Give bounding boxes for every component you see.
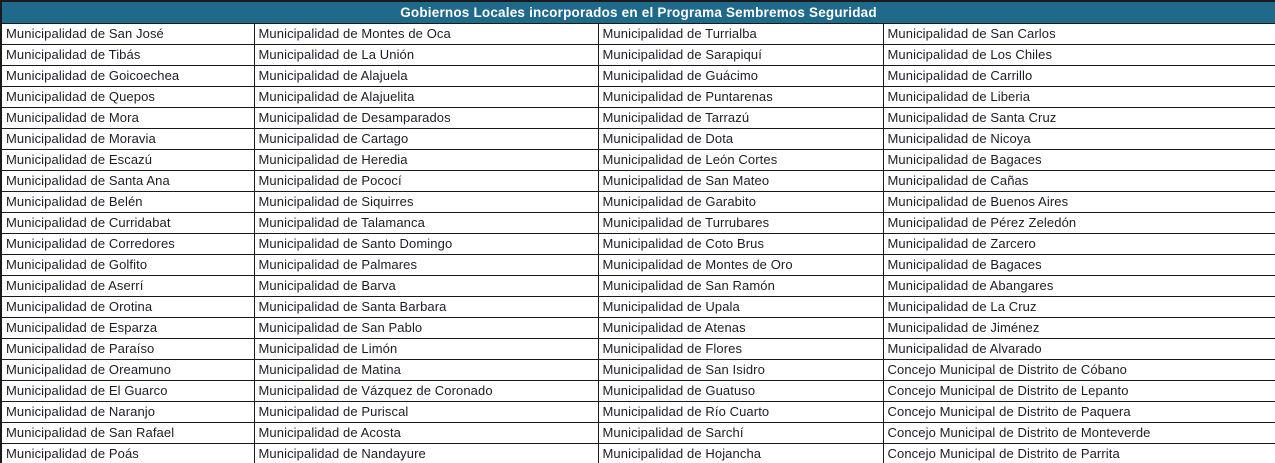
table-cell: Municipalidad de Esparza [1, 318, 254, 339]
table-cell: Municipalidad de San Mateo [598, 171, 883, 192]
table-cell: Municipalidad de Turrialba [598, 24, 883, 45]
table-row [1, 24, 1275, 45]
table-cell: Municipalidad de Curridabat [1, 213, 254, 234]
table-cell: Municipalidad de Mora [1, 108, 254, 129]
table-cell: Municipalidad de Paraíso [1, 339, 254, 360]
table-cell: Municipalidad de Nicoya [883, 129, 1275, 150]
table-cell: Municipalidad de Dota [598, 129, 883, 150]
table-cell: Municipalidad de Oreamuno [1, 360, 254, 381]
table-cell: Municipalidad de Acosta [254, 423, 598, 444]
table-cell: Municipalidad de Santa Barbara [254, 297, 598, 318]
table-cell: Concejo Municipal de Distrito de Paquera [883, 402, 1275, 423]
table-cell: Municipalidad de Puntarenas [598, 87, 883, 108]
table-cell: Concejo Municipal de Distrito de Monteverde [883, 423, 1275, 444]
table-cell: Municipalidad de El Guarco [1, 381, 254, 402]
table-cell: Municipalidad de Matina [254, 360, 598, 381]
table-cell: Municipalidad de San Carlos [883, 24, 1275, 45]
table-cell: Municipalidad de Bagaces [883, 150, 1275, 171]
table-cell: Municipalidad de Upala [598, 297, 883, 318]
table-cell: Municipalidad de Carrillo [883, 66, 1275, 87]
table-row [1, 66, 1275, 87]
table-cell: Municipalidad de Hojancha [598, 444, 883, 463]
table-row [1, 45, 1275, 66]
table-row [1, 318, 1275, 339]
table-cell: Municipalidad de Sarapiquí [598, 45, 883, 66]
table-cell: Municipalidad de Limón [254, 339, 598, 360]
table-cell: Municipalidad de San Rafael [1, 423, 254, 444]
table-cell: Municipalidad de Corredores [1, 234, 254, 255]
table-row [1, 87, 1275, 108]
table-cell: Municipalidad de Cañas [883, 171, 1275, 192]
table-cell: Municipalidad de Turrubares [598, 213, 883, 234]
table-cell: Municipalidad de Los Chiles [883, 45, 1275, 66]
table-cell: Municipalidad de La Unión [254, 45, 598, 66]
table-cell: Municipalidad de Bagaces [883, 255, 1275, 276]
table-cell: Municipalidad de Garabito [598, 192, 883, 213]
table-cell: Municipalidad de Coto Brus [598, 234, 883, 255]
table-cell: Municipalidad de Alajuelita [254, 87, 598, 108]
table-row [1, 360, 1275, 381]
table-cell: Municipalidad de Orotina [1, 297, 254, 318]
table-cell: Municipalidad de Sarchí [598, 423, 883, 444]
table-cell: Concejo Municipal de Distrito de Lepanto [883, 381, 1275, 402]
table-cell: Municipalidad de Tarrazú [598, 108, 883, 129]
table-row [1, 297, 1275, 318]
table-cell: Municipalidad de Poás [1, 444, 254, 463]
table-cell: Municipalidad de Santa Cruz [883, 108, 1275, 129]
table-cell: Municipalidad de Desamparados [254, 108, 598, 129]
table-cell: Municipalidad de Atenas [598, 318, 883, 339]
table-cell: Municipalidad de Moravia [1, 129, 254, 150]
table-cell: Municipalidad de San Pablo [254, 318, 598, 339]
table-cell: Municipalidad de Golfito [1, 255, 254, 276]
table-row [1, 423, 1275, 444]
title-row [1, 1, 1275, 24]
table-row [1, 150, 1275, 171]
table-cell: Municipalidad de Cartago [254, 129, 598, 150]
table-header [1, 1, 1275, 24]
table-row [1, 213, 1275, 234]
table-cell: Municipalidad de Nandayure [254, 444, 598, 463]
table-cell: Municipalidad de Tibás [1, 45, 254, 66]
table-row [1, 255, 1275, 276]
table-cell: Municipalidad de La Cruz [883, 297, 1275, 318]
table-row [1, 234, 1275, 255]
table-row [1, 339, 1275, 360]
table-row [1, 381, 1275, 402]
table-cell: Municipalidad de San José [1, 24, 254, 45]
table-cell: Municipalidad de Escazú [1, 150, 254, 171]
table-cell: Municipalidad de Flores [598, 339, 883, 360]
table-row [1, 276, 1275, 297]
table-cell: Municipalidad de Alajuela [254, 66, 598, 87]
table-cell: Municipalidad de Barva [254, 276, 598, 297]
table-row [1, 171, 1275, 192]
table-cell: Municipalidad de San Isidro [598, 360, 883, 381]
table-cell: Municipalidad de Goicoechea [1, 66, 254, 87]
table-cell: Concejo Municipal de Distrito de Parrita [883, 444, 1275, 463]
table-cell: Municipalidad de Talamanca [254, 213, 598, 234]
table-cell: Municipalidad de León Cortes [598, 150, 883, 171]
table-row [1, 108, 1275, 129]
table-row [1, 444, 1275, 463]
table-cell: Municipalidad de Guácimo [598, 66, 883, 87]
table-cell: Municipalidad de Zarcero [883, 234, 1275, 255]
table-cell: Municipalidad de Jiménez [883, 318, 1275, 339]
table-cell: Municipalidad de Vázquez de Coronado [254, 381, 598, 402]
table-cell: Concejo Municipal de Distrito de Cóbano [883, 360, 1275, 381]
table-cell: Municipalidad de Heredia [254, 150, 598, 171]
table-cell: Municipalidad de San Ramón [598, 276, 883, 297]
table-cell: Municipalidad de Quepos [1, 87, 254, 108]
table-row [1, 129, 1275, 150]
table-cell: Municipalidad de Río Cuarto [598, 402, 883, 423]
table-cell: Municipalidad de Belén [1, 192, 254, 213]
table-cell: Municipalidad de Liberia [883, 87, 1275, 108]
table-cell: Municipalidad de Alvarado [883, 339, 1275, 360]
table-cell: Municipalidad de Pococí [254, 171, 598, 192]
table-cell: Municipalidad de Pérez Zeledón [883, 213, 1275, 234]
table-title: Gobiernos Locales incorporados en el Programa Sembremos Seguridad [1, 1, 1275, 24]
table-row [1, 192, 1275, 213]
table-cell: Municipalidad de Palmares [254, 255, 598, 276]
table-cell: Municipalidad de Buenos Aires [883, 192, 1275, 213]
table-cell: Municipalidad de Santa Ana [1, 171, 254, 192]
table-cell: Municipalidad de Naranjo [1, 402, 254, 423]
table-cell: Municipalidad de Siquirres [254, 192, 598, 213]
table-cell: Municipalidad de Abangares [883, 276, 1275, 297]
table-body [1, 24, 1275, 463]
table-cell: Municipalidad de Montes de Oca [254, 24, 598, 45]
table-cell: Municipalidad de Santo Domingo [254, 234, 598, 255]
table-cell: Municipalidad de Guatuso [598, 381, 883, 402]
table-cell: Municipalidad de Montes de Oro [598, 255, 883, 276]
table-row [1, 402, 1275, 423]
table-cell: Municipalidad de Puriscal [254, 402, 598, 423]
table-cell: Municipalidad de Aserrí [1, 276, 254, 297]
